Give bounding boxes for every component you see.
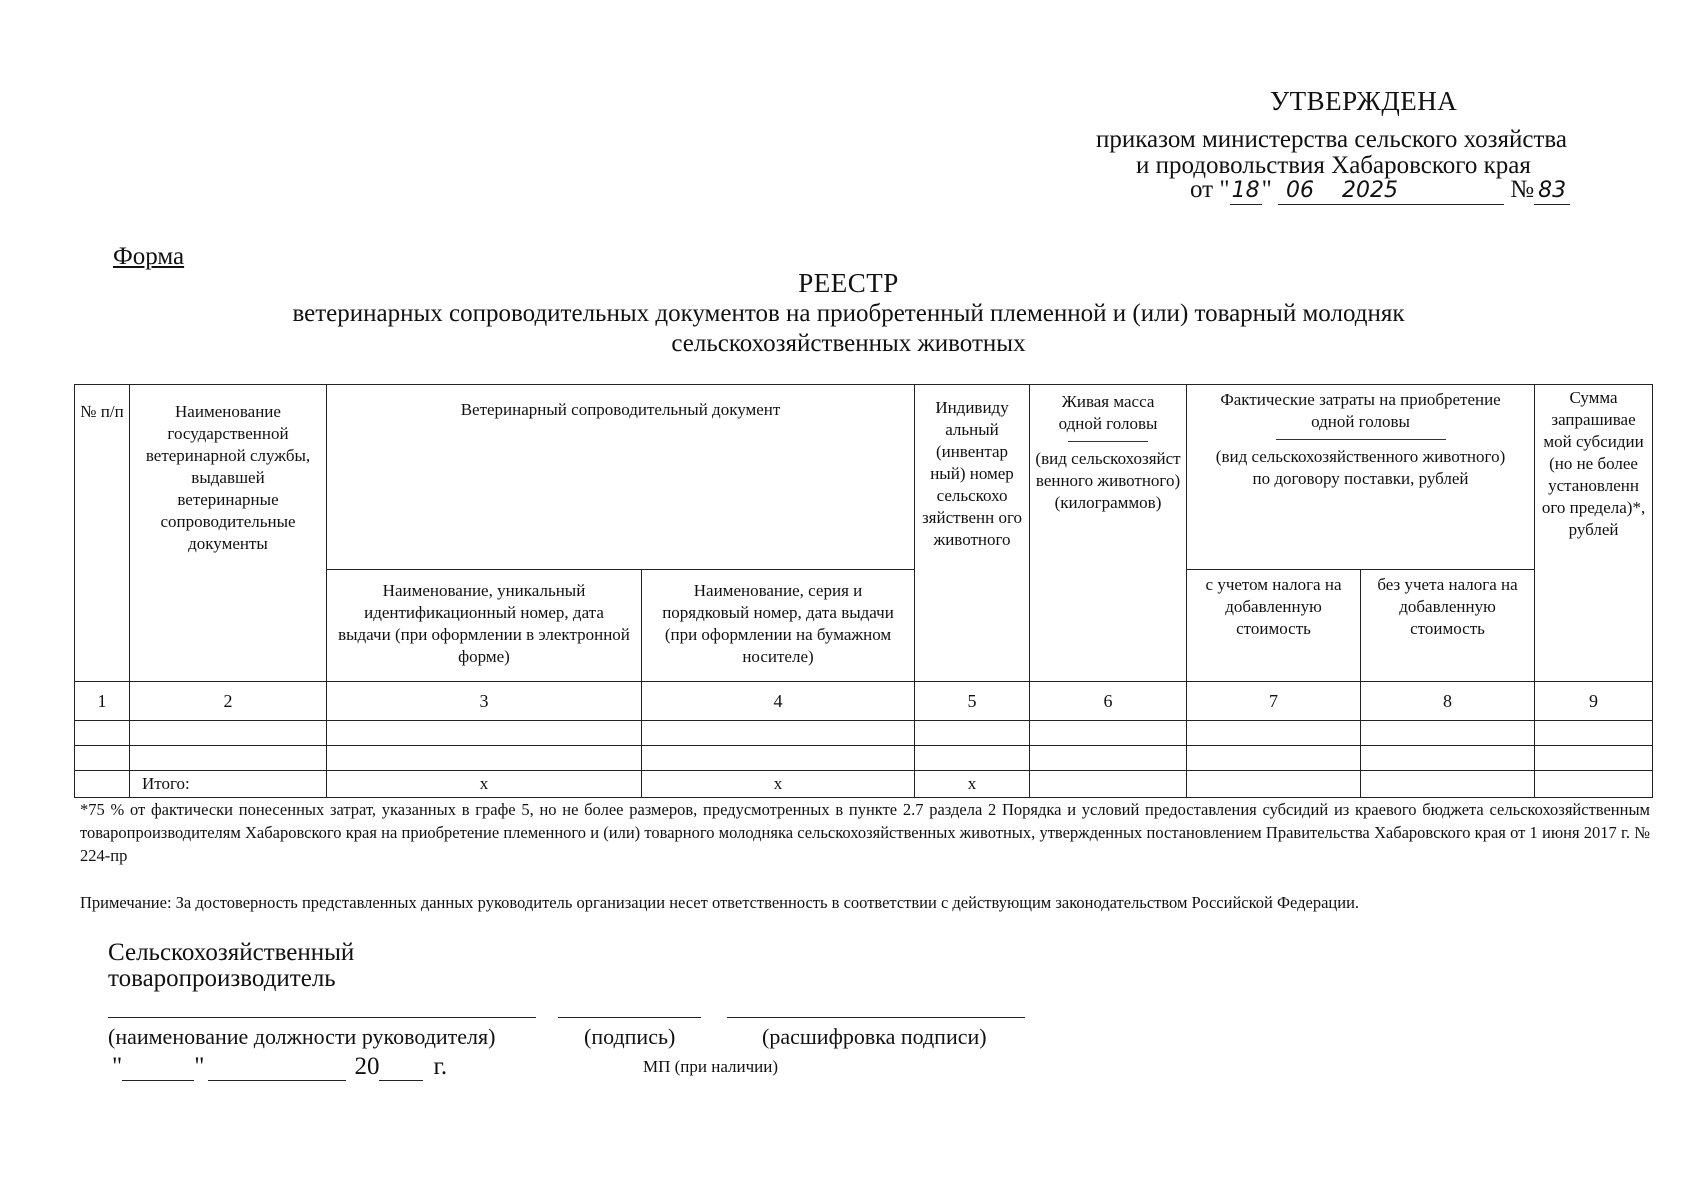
header-col-9: Сумма запрашивае мой субсидии (но не более установленн ого предела)*, рублей (1535, 385, 1653, 682)
total-mark: х (327, 771, 642, 798)
table-cell[interactable] (1030, 771, 1187, 798)
total-mark: х (642, 771, 915, 798)
sign-date-year-prefix: 20 (354, 1053, 380, 1080)
header-costs-top: Фактические затраты на приобретение одной головы (1220, 390, 1501, 431)
sign-date-suffix: г. (433, 1053, 448, 1080)
stamp-label: МП (при наличии) (643, 1057, 779, 1076)
table-cell[interactable] (1361, 771, 1535, 798)
approval-line-1: приказом министерства сельского хозяйства (1096, 126, 1567, 153)
table-cell[interactable] (1535, 771, 1653, 798)
sign-date-year-blank[interactable] (379, 1058, 423, 1081)
header-col-8: без учета налога на добавленную стоимость (1361, 570, 1535, 682)
table-cell[interactable] (915, 746, 1030, 771)
header-col-1: № п/п (75, 385, 130, 682)
producer-line-2: товаропроизводитель (108, 965, 336, 992)
producer-line-1: Сельскохозяйственный (108, 939, 355, 966)
header-vet-doc: Ветеринарный сопроводительный документ (327, 385, 915, 570)
column-number: 3 (327, 682, 642, 721)
table-cell[interactable] (130, 746, 327, 771)
table-cell[interactable] (75, 721, 130, 746)
decode-caption: (расшифровка подписи) (762, 1024, 987, 1049)
approval-number-prefix: № (1510, 176, 1535, 203)
table-cell[interactable] (1187, 721, 1361, 746)
approval-date-month-year (1278, 177, 1504, 205)
signature-caption: (подпись) (584, 1024, 676, 1049)
registry-subtitle-line-1: ветеринарных сопроводительных документов на приобретенный племенной и (или) товарный молодняк (292, 300, 1405, 327)
position-line[interactable] (108, 1017, 536, 1018)
header-costs-rule (1276, 439, 1446, 440)
registry-subtitle (0, 299, 1697, 359)
decode-line[interactable] (727, 1017, 1025, 1018)
sign-date: " " 20 г. (112, 1053, 448, 1080)
approval-date-line: от "18" 06 2025 № 83 (1190, 176, 1570, 205)
total-mark: х (915, 771, 1030, 798)
header-col-7: с учетом налога на добавленную стоимость (1187, 570, 1361, 682)
table-cell[interactable] (1535, 746, 1653, 771)
header-col-2: Наименование государственной ветеринарной службы, выдавшей ветеринарные сопроводительные документы (130, 385, 327, 682)
table-cell[interactable] (75, 746, 130, 771)
registry-subtitle-line-2: сельскохозяйственных животных (671, 330, 1026, 357)
approval-date-day: 18 (1231, 178, 1260, 203)
signature-line[interactable] (558, 1017, 701, 1018)
footnote: *75 % от фактически понесенных затрат, указанных в графе 5, но не более размеров, предусмотренных в пункте 2.7 раздела 2 Порядка и условий предоставления субсидий из краевого бюджета сельскохозяйственным товаропроизводителям Хабаровского края на приобретение племенного и (или) товарного молодняка сельскохозяйственных животных, утвержденных постановлением Правительства Хабаровского края от 1 июня 2017 г. № 224-пр (80, 800, 1650, 865)
registry-table (74, 384, 1653, 798)
column-number: 9 (1535, 682, 1653, 721)
approval-date-year: 2025 (1342, 178, 1399, 203)
table-row (75, 746, 1653, 771)
column-numbers-row (75, 682, 1653, 721)
header-col-6-top: Живая масса одной головы (1058, 392, 1158, 433)
sign-date-day-blank[interactable] (122, 1058, 194, 1081)
header-col-4: Наименование, серия и порядковый номер, дата выдачи (при оформлении на бумажном носителе) (642, 570, 915, 682)
table-cell[interactable] (1187, 746, 1361, 771)
table-row (75, 721, 1653, 746)
producer-label (108, 940, 354, 992)
table-cell[interactable] (1361, 746, 1535, 771)
column-number: 6 (1030, 682, 1187, 721)
table-cell[interactable] (327, 746, 642, 771)
table-cell (75, 771, 130, 798)
header-costs-bottom: (вид сельскохозяйственного животного) по договору поставки, рублей (1215, 447, 1506, 488)
header-col-3: Наименование, уникальный идентификационный номер, дата выдачи (при оформлении в электронной форме) (327, 570, 642, 682)
form-label: Форма (113, 243, 185, 270)
approval-date-prefix: от (1190, 176, 1214, 203)
header-col-5: Индивиду альный (инвентар ный) номер сельскохо зяйственн ого животного (915, 385, 1030, 682)
column-number: 5 (915, 682, 1030, 721)
position-caption: (наименование должности руководителя) (108, 1024, 496, 1049)
approval-number: 83 (1534, 177, 1570, 205)
header-row-1 (75, 385, 1653, 570)
registry-title: РЕЕСТР (798, 268, 899, 298)
table-cell[interactable] (642, 721, 915, 746)
total-label: Итого: (130, 771, 327, 798)
table-cell[interactable] (1535, 721, 1653, 746)
column-number: 1 (75, 682, 130, 721)
header-col-6-bottom: (вид сельскохозяйст венного животного) (килограммов) (1035, 449, 1181, 512)
header-col-6 (1030, 385, 1187, 682)
approval-title: УТВЕРЖДЕНА (1270, 86, 1458, 116)
approval-line-2: и продовольствия Хабаровского края (1136, 152, 1531, 179)
sign-date-month-blank[interactable] (208, 1058, 346, 1081)
table-cell[interactable] (1187, 771, 1361, 798)
note: Примечание: За достоверность представленных данных руководитель организации несет ответственность в соответствии с действующим законодательством Российской Федерации. (80, 893, 1360, 912)
header-col-6-rule (1068, 441, 1148, 442)
table-cell[interactable] (130, 721, 327, 746)
column-number: 8 (1361, 682, 1535, 721)
header-costs (1187, 385, 1535, 570)
approval-date-month: 06 (1286, 178, 1315, 203)
table-cell[interactable] (1361, 721, 1535, 746)
table-cell[interactable] (327, 721, 642, 746)
table-cell[interactable] (642, 746, 915, 771)
column-number: 7 (1187, 682, 1361, 721)
column-number: 4 (642, 682, 915, 721)
table-cell[interactable] (915, 721, 1030, 746)
column-number: 2 (130, 682, 327, 721)
table-cell[interactable] (1030, 746, 1187, 771)
table-cell[interactable] (1030, 721, 1187, 746)
total-row (75, 771, 1653, 798)
